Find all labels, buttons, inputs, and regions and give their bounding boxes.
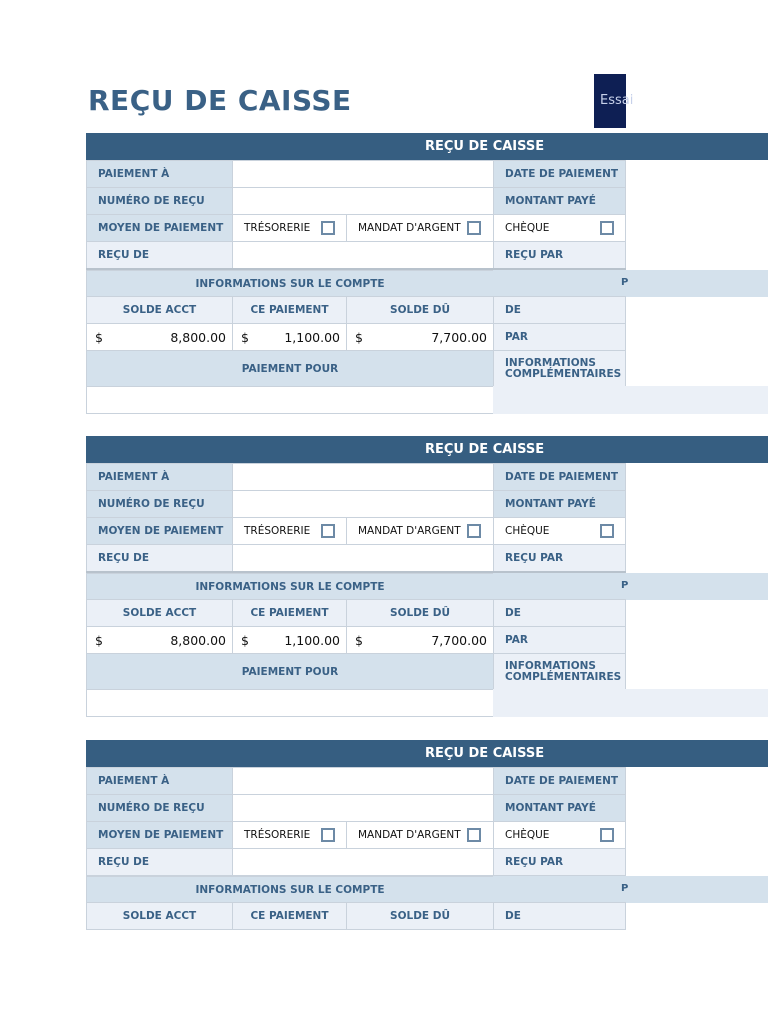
info-comp-field[interactable] bbox=[493, 689, 768, 717]
currency-symbol: $ bbox=[95, 329, 103, 345]
tresorerie-checkbox[interactable] bbox=[321, 828, 335, 842]
tresorerie-label: TRÉSORERIE bbox=[244, 525, 311, 537]
mandat-checkbox[interactable] bbox=[467, 828, 481, 842]
receipt-header bbox=[86, 740, 768, 767]
p-header-letter: P bbox=[621, 580, 629, 591]
paiement-a-field[interactable] bbox=[232, 160, 494, 188]
paiement-a-label: PAIEMENT À bbox=[86, 767, 233, 795]
p-header-band bbox=[493, 876, 768, 903]
solde-du-header: SOLDE DÛ bbox=[346, 902, 494, 930]
numero-recu-field[interactable] bbox=[232, 794, 494, 822]
cheque-label: CHÈQUE bbox=[505, 222, 550, 234]
date-paiement-label: DATE DE PAIEMENT bbox=[493, 463, 626, 491]
solde-du-value[interactable] bbox=[346, 626, 494, 654]
amount-value: 8,800.00 bbox=[170, 329, 226, 345]
date-paiement-label: DATE DE PAIEMENT bbox=[493, 160, 626, 188]
numero-recu-field[interactable] bbox=[232, 490, 494, 518]
recu-de-label: REÇU DE bbox=[86, 241, 233, 269]
cheque-checkbox[interactable] bbox=[600, 524, 614, 538]
currency-symbol: $ bbox=[241, 329, 249, 345]
paiement-pour-header: PAIEMENT POUR bbox=[86, 653, 494, 690]
solde-du-header: SOLDE DÛ bbox=[346, 296, 494, 324]
moyen-paiement-label: MOYEN DE PAIEMENT bbox=[86, 821, 233, 849]
tresorerie-checkbox[interactable] bbox=[321, 524, 335, 538]
paiement-pour-field[interactable] bbox=[86, 386, 494, 414]
recu-par-label: REÇU PAR bbox=[493, 848, 626, 876]
mandat-label: MANDAT D'ARGENT bbox=[358, 525, 461, 537]
currency-symbol: $ bbox=[241, 632, 249, 648]
amount-value: 7,700.00 bbox=[431, 329, 487, 345]
ce-paiement-header: CE PAIEMENT bbox=[232, 599, 347, 627]
p-header-letter: P bbox=[621, 883, 629, 894]
montant-paye-label: MONTANT PAYÉ bbox=[493, 794, 626, 822]
date-paiement-label: DATE DE PAIEMENT bbox=[493, 767, 626, 795]
cheque-checkbox[interactable] bbox=[600, 221, 614, 235]
p-header-band bbox=[493, 270, 768, 297]
info-comp-label: INFORMATIONS COMPLÉMENTAIRES bbox=[493, 653, 626, 690]
paiement-a-label: PAIEMENT À bbox=[86, 463, 233, 491]
numero-recu-label: NUMÉRO DE REÇU bbox=[86, 794, 233, 822]
page-title: REÇU DE CAISSE bbox=[88, 84, 352, 117]
trial-button[interactable]: Essai bbox=[594, 74, 626, 128]
recu-de-field[interactable] bbox=[232, 544, 494, 572]
p-header-letter: P bbox=[621, 277, 629, 288]
paiement-a-field[interactable] bbox=[232, 767, 494, 795]
moyen-paiement-label: MOYEN DE PAIEMENT bbox=[86, 214, 233, 242]
mandat-checkbox[interactable] bbox=[467, 221, 481, 235]
numero-recu-field[interactable] bbox=[232, 187, 494, 215]
paiement-a-label: PAIEMENT À bbox=[86, 160, 233, 188]
tresorerie-label: TRÉSORERIE bbox=[244, 222, 311, 234]
solde-acct-header: SOLDE ACCT bbox=[86, 902, 233, 930]
de-label: DE bbox=[493, 902, 626, 930]
receipt-header-title: REÇU DE CAISSE bbox=[425, 746, 545, 761]
receipt-header-title: REÇU DE CAISSE bbox=[425, 442, 545, 457]
ce-paiement-value[interactable] bbox=[232, 626, 347, 654]
info-comp-label: INFORMATIONS COMPLÉMENTAIRES bbox=[493, 350, 626, 387]
recu-de-label: REÇU DE bbox=[86, 848, 233, 876]
mandat-checkbox[interactable] bbox=[467, 524, 481, 538]
p-header-band bbox=[493, 573, 768, 600]
cheque-checkbox[interactable] bbox=[600, 828, 614, 842]
recu-de-field[interactable] bbox=[232, 848, 494, 876]
mandat-label: MANDAT D'ARGENT bbox=[358, 222, 461, 234]
ce-paiement-header: CE PAIEMENT bbox=[232, 902, 347, 930]
tresorerie-label: TRÉSORERIE bbox=[244, 829, 311, 841]
solde-du-header: SOLDE DÛ bbox=[346, 599, 494, 627]
par-label: PAR bbox=[493, 323, 626, 351]
info-compte-header: INFORMATIONS SUR LE COMPTE bbox=[86, 876, 494, 903]
paiement-pour-header: PAIEMENT POUR bbox=[86, 350, 494, 387]
info-compte-header: INFORMATIONS SUR LE COMPTE bbox=[86, 270, 494, 297]
montant-paye-label: MONTANT PAYÉ bbox=[493, 490, 626, 518]
solde-du-value[interactable] bbox=[346, 323, 494, 351]
cheque-label: CHÈQUE bbox=[505, 525, 550, 537]
tresorerie-checkbox[interactable] bbox=[321, 221, 335, 235]
currency-symbol: $ bbox=[355, 632, 363, 648]
par-label: PAR bbox=[493, 626, 626, 654]
currency-symbol: $ bbox=[355, 329, 363, 345]
solde-acct-value[interactable] bbox=[86, 323, 233, 351]
amount-value: 1,100.00 bbox=[284, 329, 340, 345]
receipt-header bbox=[86, 436, 768, 463]
recu-par-label: REÇU PAR bbox=[493, 544, 626, 572]
solde-acct-value[interactable] bbox=[86, 626, 233, 654]
solde-acct-header: SOLDE ACCT bbox=[86, 599, 233, 627]
numero-recu-label: NUMÉRO DE REÇU bbox=[86, 187, 233, 215]
de-label: DE bbox=[493, 599, 626, 627]
recu-par-label: REÇU PAR bbox=[493, 241, 626, 269]
ce-paiement-header: CE PAIEMENT bbox=[232, 296, 347, 324]
paiement-a-field[interactable] bbox=[232, 463, 494, 491]
receipt-header bbox=[86, 133, 768, 160]
currency-symbol: $ bbox=[95, 632, 103, 648]
info-comp-field[interactable] bbox=[493, 386, 768, 414]
cheque-label: CHÈQUE bbox=[505, 829, 550, 841]
receipt-header-title: REÇU DE CAISSE bbox=[425, 139, 545, 154]
paiement-pour-field[interactable] bbox=[86, 689, 494, 717]
recu-de-label: REÇU DE bbox=[86, 544, 233, 572]
solde-acct-header: SOLDE ACCT bbox=[86, 296, 233, 324]
info-compte-header: INFORMATIONS SUR LE COMPTE bbox=[86, 573, 494, 600]
amount-value: 8,800.00 bbox=[170, 632, 226, 648]
de-label: DE bbox=[493, 296, 626, 324]
recu-de-field[interactable] bbox=[232, 241, 494, 269]
mandat-label: MANDAT D'ARGENT bbox=[358, 829, 461, 841]
moyen-paiement-label: MOYEN DE PAIEMENT bbox=[86, 517, 233, 545]
montant-paye-label: MONTANT PAYÉ bbox=[493, 187, 626, 215]
ce-paiement-value[interactable] bbox=[232, 323, 347, 351]
amount-value: 1,100.00 bbox=[284, 632, 340, 648]
numero-recu-label: NUMÉRO DE REÇU bbox=[86, 490, 233, 518]
amount-value: 7,700.00 bbox=[431, 632, 487, 648]
